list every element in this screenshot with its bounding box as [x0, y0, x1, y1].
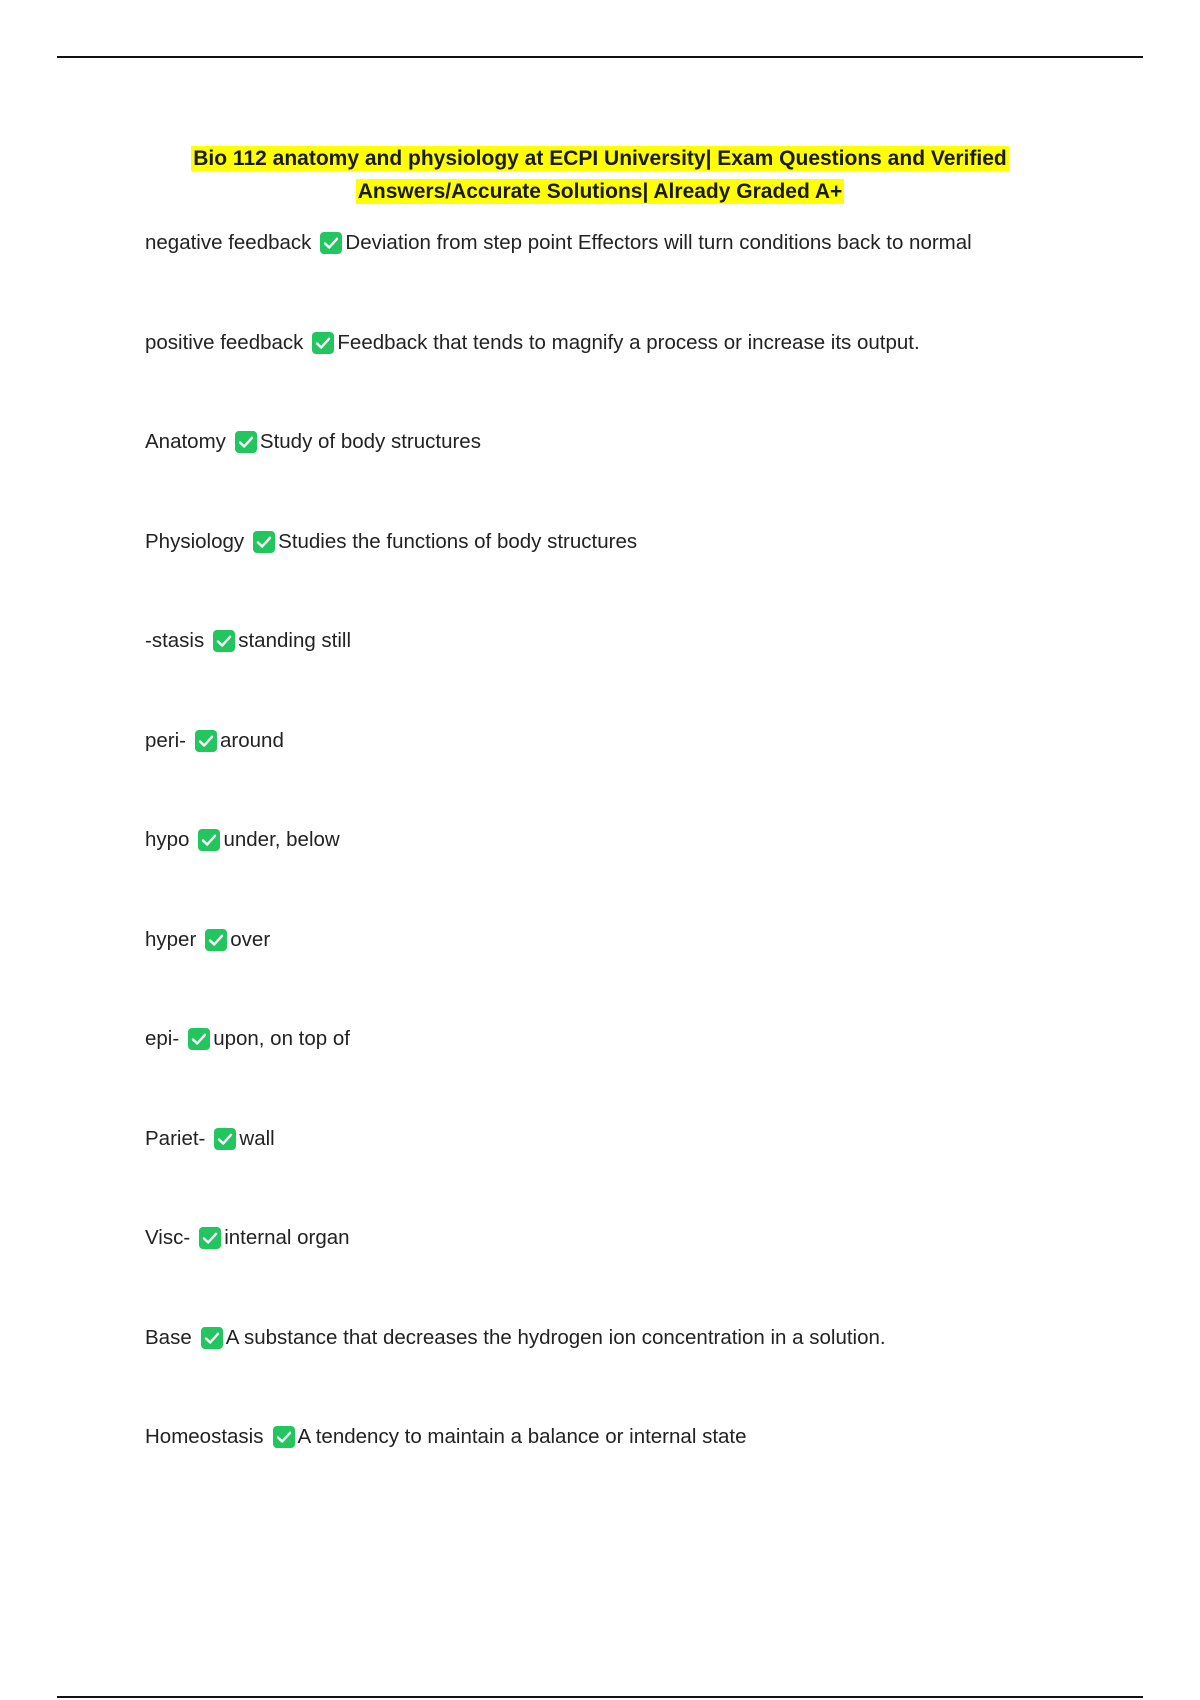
answer-text: around	[220, 728, 284, 752]
term-text: Pariet-	[145, 1126, 206, 1150]
check-mark-icon	[235, 431, 257, 453]
title-line-2-text: Answers/Accurate Solutions| Already Graded A+	[357, 180, 843, 203]
check-mark-icon	[273, 1426, 295, 1448]
list-item	[145, 724, 1105, 824]
term-text: -stasis	[145, 629, 205, 652]
answer-text: Study of body structures	[259, 430, 481, 453]
term-text: hypo	[145, 828, 190, 851]
list-item	[145, 1022, 1105, 1122]
qa-list	[145, 226, 1105, 1520]
answer-text: wall	[239, 1126, 275, 1150]
check-mark-icon	[205, 929, 227, 951]
answer-text: Studies the functions of body structures	[278, 529, 638, 553]
check-mark-icon	[312, 332, 334, 354]
document-title	[0, 142, 1200, 208]
term-text: epi-	[145, 1027, 180, 1050]
answer-text: under, below	[223, 828, 340, 851]
answer-text: A tendency to maintain a balance or internal state	[297, 1425, 747, 1448]
term-text: negative feedback	[145, 231, 312, 254]
check-mark-icon	[198, 829, 220, 851]
answer-text: internal organ	[224, 1226, 350, 1249]
list-item	[145, 425, 1105, 525]
list-item	[145, 226, 1105, 326]
title-line-2	[0, 175, 1200, 208]
list-item	[145, 525, 1105, 625]
answer-text: over	[230, 927, 271, 951]
list-item	[145, 624, 1105, 724]
term-text: Homeostasis	[145, 1425, 264, 1448]
check-mark-icon	[199, 1227, 221, 1249]
answer-text: standing still	[238, 629, 352, 652]
answer-text: upon, on top of	[213, 1027, 350, 1050]
check-mark-icon	[214, 1128, 236, 1150]
check-mark-icon	[195, 730, 217, 752]
term-text: positive feedback	[145, 330, 304, 354]
answer-text: Feedback that tends to magnify a process or increase its output.	[337, 330, 920, 354]
title-line-1	[0, 142, 1200, 175]
term-text: Visc-	[145, 1226, 191, 1249]
term-text: Anatomy	[145, 430, 226, 453]
term-text: Base	[145, 1325, 192, 1349]
list-item	[145, 1420, 1105, 1520]
check-mark-icon	[213, 630, 235, 652]
title-line-1-text: Bio 112 anatomy and physiology at ECPI University| Exam Questions and Verified	[193, 147, 1007, 170]
check-mark-icon	[253, 531, 275, 553]
check-mark-icon	[188, 1028, 210, 1050]
list-item	[145, 1221, 1105, 1321]
term-text: peri-	[145, 728, 187, 752]
top-rule	[57, 56, 1143, 58]
term-text: Physiology	[145, 529, 245, 553]
bottom-rule	[57, 1696, 1143, 1698]
answer-text: Deviation from step point Effectors will turn conditions back to normal	[345, 231, 972, 254]
list-item	[145, 326, 1105, 426]
check-mark-icon	[201, 1327, 223, 1349]
answer-text: A substance that decreases the hydrogen ion concentration in a solution.	[225, 1325, 886, 1349]
list-item	[145, 923, 1105, 1023]
term-text: hyper	[145, 927, 197, 951]
check-mark-icon	[320, 232, 342, 254]
list-item	[145, 1321, 1105, 1421]
list-item	[145, 823, 1105, 923]
list-item	[145, 1122, 1105, 1222]
